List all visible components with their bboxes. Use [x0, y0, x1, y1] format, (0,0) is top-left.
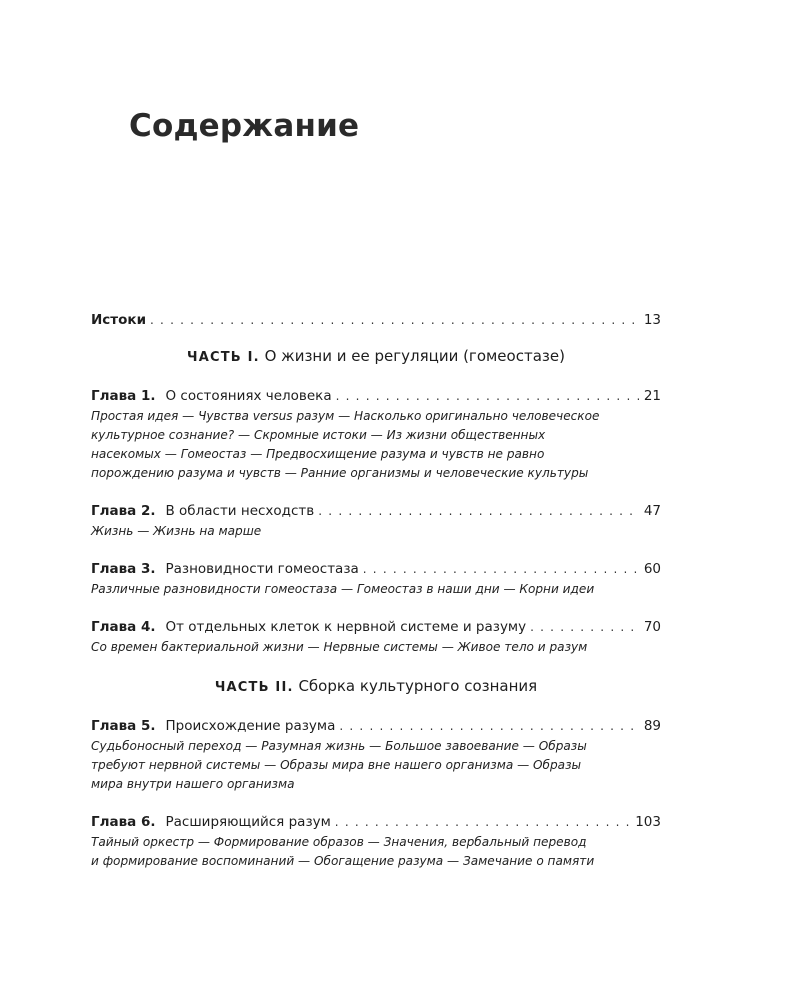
part-label: ЧАСТЬ II.: [214, 680, 294, 695]
page-number: 103: [635, 814, 661, 830]
chapter-title: Происхождение разума: [165, 718, 336, 734]
chapter-subtitle-line: Со времен бактериальной жизни — Нервные системы — Живое тело и разум: [91, 640, 588, 654]
chapter-subtitle-line: порождению разума и чувств — Ранние организмы и человеческие культуры: [91, 466, 589, 480]
chapter-subtitles: [91, 638, 661, 657]
chapter-list: [91, 716, 661, 871]
chapter-subtitles: [91, 580, 661, 599]
toc-chapter: [91, 501, 661, 541]
leader-dots: [339, 716, 639, 737]
page-number: 89: [643, 718, 661, 734]
part-heading[interactable]: [91, 675, 661, 699]
page-number: 21: [643, 388, 661, 404]
chapter-entry[interactable]: [91, 617, 661, 638]
page-number: 60: [643, 561, 661, 577]
leader-dots: [335, 812, 631, 833]
chapter-number: Глава 6.: [91, 814, 156, 830]
chapter-number: Глава 2.: [91, 503, 156, 519]
leader-dots: [336, 386, 639, 407]
toc-intro-entry[interactable]: [91, 310, 661, 331]
leader-dots: [318, 501, 639, 522]
chapter-number: Глава 4.: [91, 619, 156, 635]
chapter-subtitle-line: культурное сознание? — Скромные истоки — Из жизни общественных: [91, 428, 546, 442]
chapter-subtitle-line: Различные разновидности гомеостаза — Гомеостаз в наши дни — Корни идеи: [91, 582, 595, 596]
leader-dots: [363, 559, 639, 580]
chapter-subtitle-line: мира внутри нашего организма: [91, 777, 295, 791]
chapter-number: Глава 3.: [91, 561, 156, 577]
part-label: ЧАСТЬ I.: [187, 350, 260, 365]
toc-chapter: [91, 812, 661, 871]
chapter-subtitle-line: и формирование воспоминаний — Обогащение разума — Замечание о памяти: [91, 854, 595, 868]
intro-label: Истоки: [91, 312, 147, 328]
chapter-entry[interactable]: [91, 812, 661, 833]
chapter-entry[interactable]: [91, 559, 661, 580]
toc-part: [91, 345, 661, 657]
chapter-title: Расширяющийся разум: [165, 814, 331, 830]
leader-dots: [150, 310, 639, 331]
chapter-number: Глава 1.: [91, 388, 156, 404]
chapter-subtitles: [91, 833, 661, 871]
parts-list: [91, 345, 661, 871]
chapter-subtitle-line: Жизнь — Жизнь на марше: [91, 524, 262, 538]
chapter-number: Глава 5.: [91, 718, 156, 734]
leader-dots: [530, 617, 639, 638]
page-title: Содержание: [129, 108, 360, 144]
page-number: 47: [643, 503, 661, 519]
chapter-subtitle-line: насекомых — Гомеостаз — Предвосхищение разума и чувств не равно: [91, 447, 545, 461]
part-heading[interactable]: [91, 345, 661, 369]
chapter-title: Разновидности гомеостаза: [165, 561, 359, 577]
toc-chapter: [91, 716, 661, 794]
chapter-list: [91, 386, 661, 657]
chapter-subtitle-line: требуют нервной системы — Образы мира вне нашего организма — Образы: [91, 758, 582, 772]
part-title: О жизни и ее регуляции (гомеостазе): [264, 347, 565, 365]
toc-part: [91, 675, 661, 871]
chapter-subtitles: [91, 737, 661, 794]
chapter-entry[interactable]: [91, 386, 661, 407]
chapter-entry[interactable]: [91, 501, 661, 522]
chapter-subtitles: [91, 407, 661, 483]
chapter-subtitle-line: Простая идея — Чувства versus разум — Насколько оригинально человеческое: [91, 409, 600, 423]
chapter-title: О состояниях человека: [165, 388, 332, 404]
toc-chapter: [91, 386, 661, 483]
page-number: 70: [643, 619, 661, 635]
chapter-title: От отдельных клеток к нервной системе и разуму: [165, 619, 527, 635]
toc-chapter: [91, 617, 661, 657]
chapter-subtitles: [91, 522, 661, 541]
table-of-contents: [91, 310, 661, 889]
chapter-subtitle-line: Судьбоносный переход — Разумная жизнь — Большое завоевание — Образы: [91, 739, 587, 753]
chapter-entry[interactable]: [91, 716, 661, 737]
toc-chapter: [91, 559, 661, 599]
chapter-subtitle-line: Тайный оркестр — Формирование образов — Значения, вербальный перевод: [91, 835, 587, 849]
page-number: 13: [643, 312, 661, 328]
part-title: Сборка культурного сознания: [298, 677, 538, 695]
chapter-title: В области несходств: [165, 503, 315, 519]
